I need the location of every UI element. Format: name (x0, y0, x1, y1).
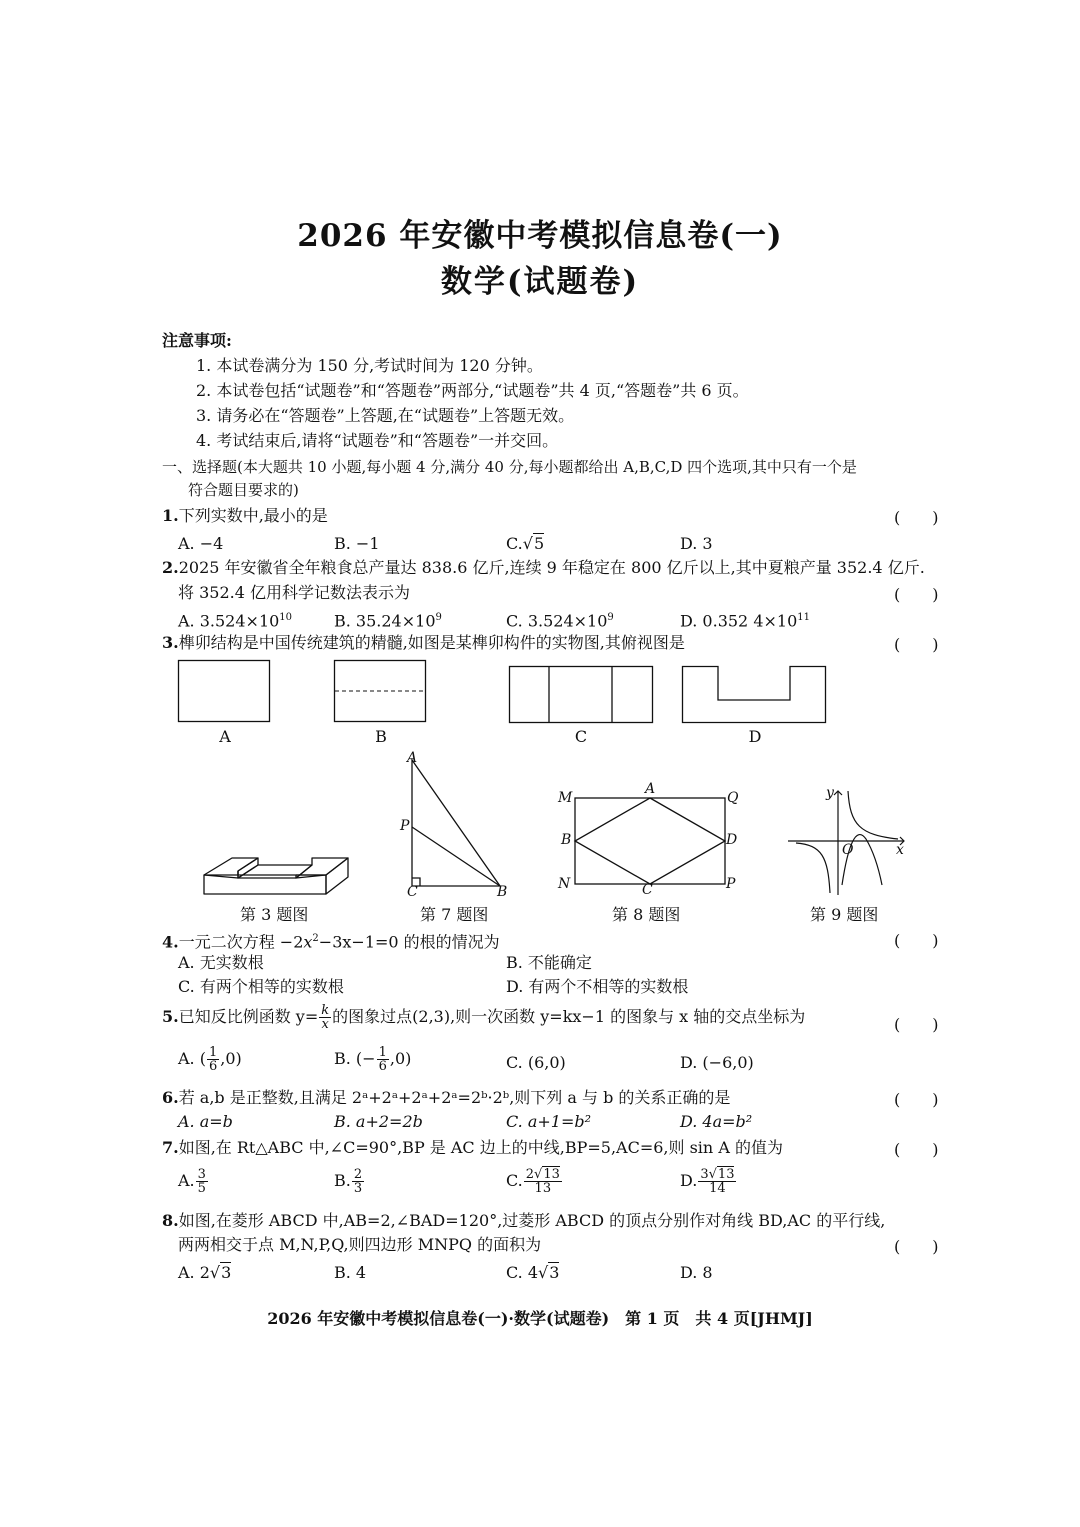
question-4-option-d: D. 有两个不相等的实数根 (506, 977, 689, 996)
question-2-stem-line2: 将 352.4 亿用科学记数法表示为 (178, 583, 410, 602)
question-7-option-b: B. $\frac{2}{3}$ (334, 1167, 363, 1196)
question-7-option-a: A. $\frac{3}{5}$ (178, 1167, 206, 1196)
question-2-option-a: A. $3.524\times 10^{10}$ (178, 611, 293, 631)
question-3-option-b-view (334, 660, 426, 722)
question-5-option-a: A. ( $\frac{1}{6}$ ,0) (178, 1045, 242, 1074)
question-5-number: 5. (162, 1007, 179, 1026)
question-6-number: 6. (162, 1088, 179, 1107)
question-8-option-c: C. 4√3 (506, 1263, 560, 1282)
question-8-number: 8. (162, 1211, 179, 1230)
figure-8-label-c: C (642, 882, 653, 898)
question-1-text: 下列实数中,最小的是 (178, 506, 328, 525)
question-3-option-a-view (178, 660, 270, 722)
question-6-stem: 6.若 a,b 是正整数,且满足 2ᵃ+2ᵃ+2ᵃ+2ᵃ=2ᵇ·2ᵇ,则下列 a 与 b 的关系正确的是 (162, 1088, 731, 1107)
notice-item-2: 2. 本试卷包括“试题卷”和“答题卷”两部分,“试题卷”共 4 页,“答题卷”共 6 页。 (196, 381, 749, 400)
question-7-answer-bracket: ( ) (894, 1140, 939, 1159)
question-7-stem: 7.如图,在 Rt△ABC 中,∠C=90°,BP 是 AC 边上的中线,BP=5,AC=6,则 sin A 的值为 (162, 1138, 783, 1157)
question-8-stem-line2: 两两相交于点 M,N,P,Q,则四边形 MNPQ 的面积为 (178, 1235, 542, 1254)
figure-3-caption: 第 3 题图 (240, 905, 309, 924)
figure-8-rhombus-rectangle (570, 790, 730, 890)
exam-subtitle: 数学(试题卷) (440, 264, 640, 300)
section1-intro-line1: 一、选择题(本大题共 10 小题,每小题 4 分,满分 40 分,每小题都给出 A,B,C,D 四个选项,其中只有一个是 (162, 458, 857, 476)
question-8-option-b: B. 4 (334, 1263, 367, 1282)
question-4-number: 4. (162, 932, 179, 952)
question-5-option-b: B. (− $\frac{1}{6}$ ,0) (334, 1045, 412, 1074)
question-1-option-b: B. −1 (334, 534, 380, 553)
section1-intro-line2: 符合题目要求的) (188, 481, 299, 499)
figure-8-label-n: N (558, 876, 571, 892)
question-6-option-b: B. a+2=2b (334, 1112, 423, 1131)
figure-7-right-triangle (400, 750, 515, 900)
figure-7-label-c: C (407, 884, 418, 900)
question-3-option-a-label: A (219, 727, 231, 746)
question-5-answer-bracket: ( ) (894, 1015, 939, 1034)
exam-title: 2026 年安徽中考模拟信息卷(一) (297, 218, 783, 254)
question-1-option-c: C.√5 (506, 534, 545, 553)
question-6-option-a: A. a=b (178, 1112, 233, 1131)
figure-9-caption: 第 9 题图 (810, 905, 879, 924)
question-7-number: 7. (162, 1138, 179, 1157)
figure-9-label-x: x (896, 842, 904, 858)
question-3-stem: 3.榫卯结构是中国传统建筑的精髓,如图是某榫卯构件的实物图,其俯视图是 (162, 633, 685, 652)
question-4-option-b: B. 不能确定 (506, 953, 592, 972)
question-5-option-c: C. (6,0) (506, 1053, 566, 1072)
question-1-option-d: D. 3 (680, 534, 713, 553)
question-6-option-c: C. a+1=b² (506, 1112, 592, 1131)
question-3-answer-bracket: ( ) (894, 635, 939, 654)
question-2-stem-line1: 2.2025 年安徽省全年粮食总产量达 838.6 亿斤,连续 9 年稳定在 800 亿斤以上,其中夏粮产量 352.4 亿斤. (162, 558, 925, 577)
figure-8-label-m: M (558, 790, 573, 806)
question-5-stem: 5.已知反比例函数 y= $\frac{k}{x}$ 的图象过点(2,3),则一次函数 y=kx−1 的图象与 x 轴的交点坐标为 (162, 1003, 806, 1032)
question-8-option-a: A. 2√3 (178, 1263, 232, 1282)
figure-9-label-o: O (842, 842, 854, 858)
figure-7-label-a: A (407, 750, 418, 766)
question-2-option-c: C. $3.524\times 10^9$ (506, 611, 614, 631)
question-4-stem: 4.一元二次方程 $-2x^2-3x-1=0$ 的根的情况为 (162, 932, 500, 952)
notice-item-3: 3. 请务必在“答题卷”上答题,在“试题卷”上答题无效。 (196, 406, 575, 425)
question-3-option-b-label: B (375, 727, 387, 746)
question-4-option-c: C. 有两个相等的实数根 (178, 977, 344, 996)
figure-8-label-q: Q (727, 790, 739, 806)
figure-7-label-p: P (400, 818, 410, 834)
question-4-option-a: A. 无实数根 (178, 953, 264, 972)
question-8-answer-bracket: ( ) (894, 1237, 939, 1256)
question-1-number: 1. (162, 506, 179, 525)
question-1-stem (162, 505, 328, 527)
sqrt-sign: √ (522, 534, 533, 553)
question-6-option-d: D. 4a=b² (680, 1112, 753, 1131)
question-3-option-d-view (682, 666, 826, 723)
figure-3-mortise-block (200, 855, 352, 899)
question-1-option-a: A. −4 (178, 534, 224, 553)
figure-8-label-d: D (726, 832, 738, 848)
page-footer: 2026 年安徽中考模拟信息卷(一)·数学(试题卷) 第 1 页 共 4 页[JHMJ] (267, 1309, 813, 1328)
question-6-answer-bracket: ( ) (894, 1090, 939, 1109)
figure-8-caption: 第 8 题图 (612, 905, 681, 924)
question-3-option-d-label: D (748, 727, 762, 746)
question-4-answer-bracket: ( ) (894, 931, 939, 950)
question-2-option-d: D. 0.352 $4\times 10^{11}$ (680, 611, 810, 631)
question-2-option-b: B. $35.24\times 10^9$ (334, 611, 442, 631)
figure-8-label-a: A (645, 781, 656, 797)
question-5-option-d: D. (−6,0) (680, 1053, 754, 1072)
question-3-number: 3. (162, 633, 179, 652)
notice-item-1: 1. 本试卷满分为 150 分,考试时间为 120 分钟。 (196, 356, 543, 375)
question-8-stem-line1: 8.如图,在菱形 ABCD 中,AB=2,∠BAD=120°,过菱形 ABCD 的顶点分别作对角线 BD,AC 的平行线, (162, 1211, 886, 1230)
figure-7-label-b: B (497, 884, 508, 900)
question-2-answer-bracket: ( ) (894, 585, 939, 604)
question-3-option-c-view (509, 666, 653, 723)
notice-heading: 注意事项: (162, 331, 232, 350)
question-7-option-c: C. $\frac{2√13}{13}$ (506, 1167, 560, 1196)
question-2-number: 2. (162, 558, 179, 577)
question-7-option-d: D. $\frac{3√13}{14}$ (680, 1167, 735, 1196)
question-1-answer-bracket: ( ) (894, 508, 939, 527)
notice-item-4: 4. 考试结束后,请将“试题卷”和“答题卷”一并交回。 (196, 431, 559, 450)
figure-7-caption: 第 7 题图 (420, 905, 489, 924)
question-3-option-c-label: C (574, 727, 588, 746)
figure-8-label-p: P (726, 876, 736, 892)
figure-8-label-b: B (561, 832, 572, 848)
question-8-option-d: D. 8 (680, 1263, 713, 1282)
figure-9-label-y: y (826, 785, 834, 801)
fraction-k-over-x: $\frac{k}{x}$ (321, 1003, 330, 1032)
